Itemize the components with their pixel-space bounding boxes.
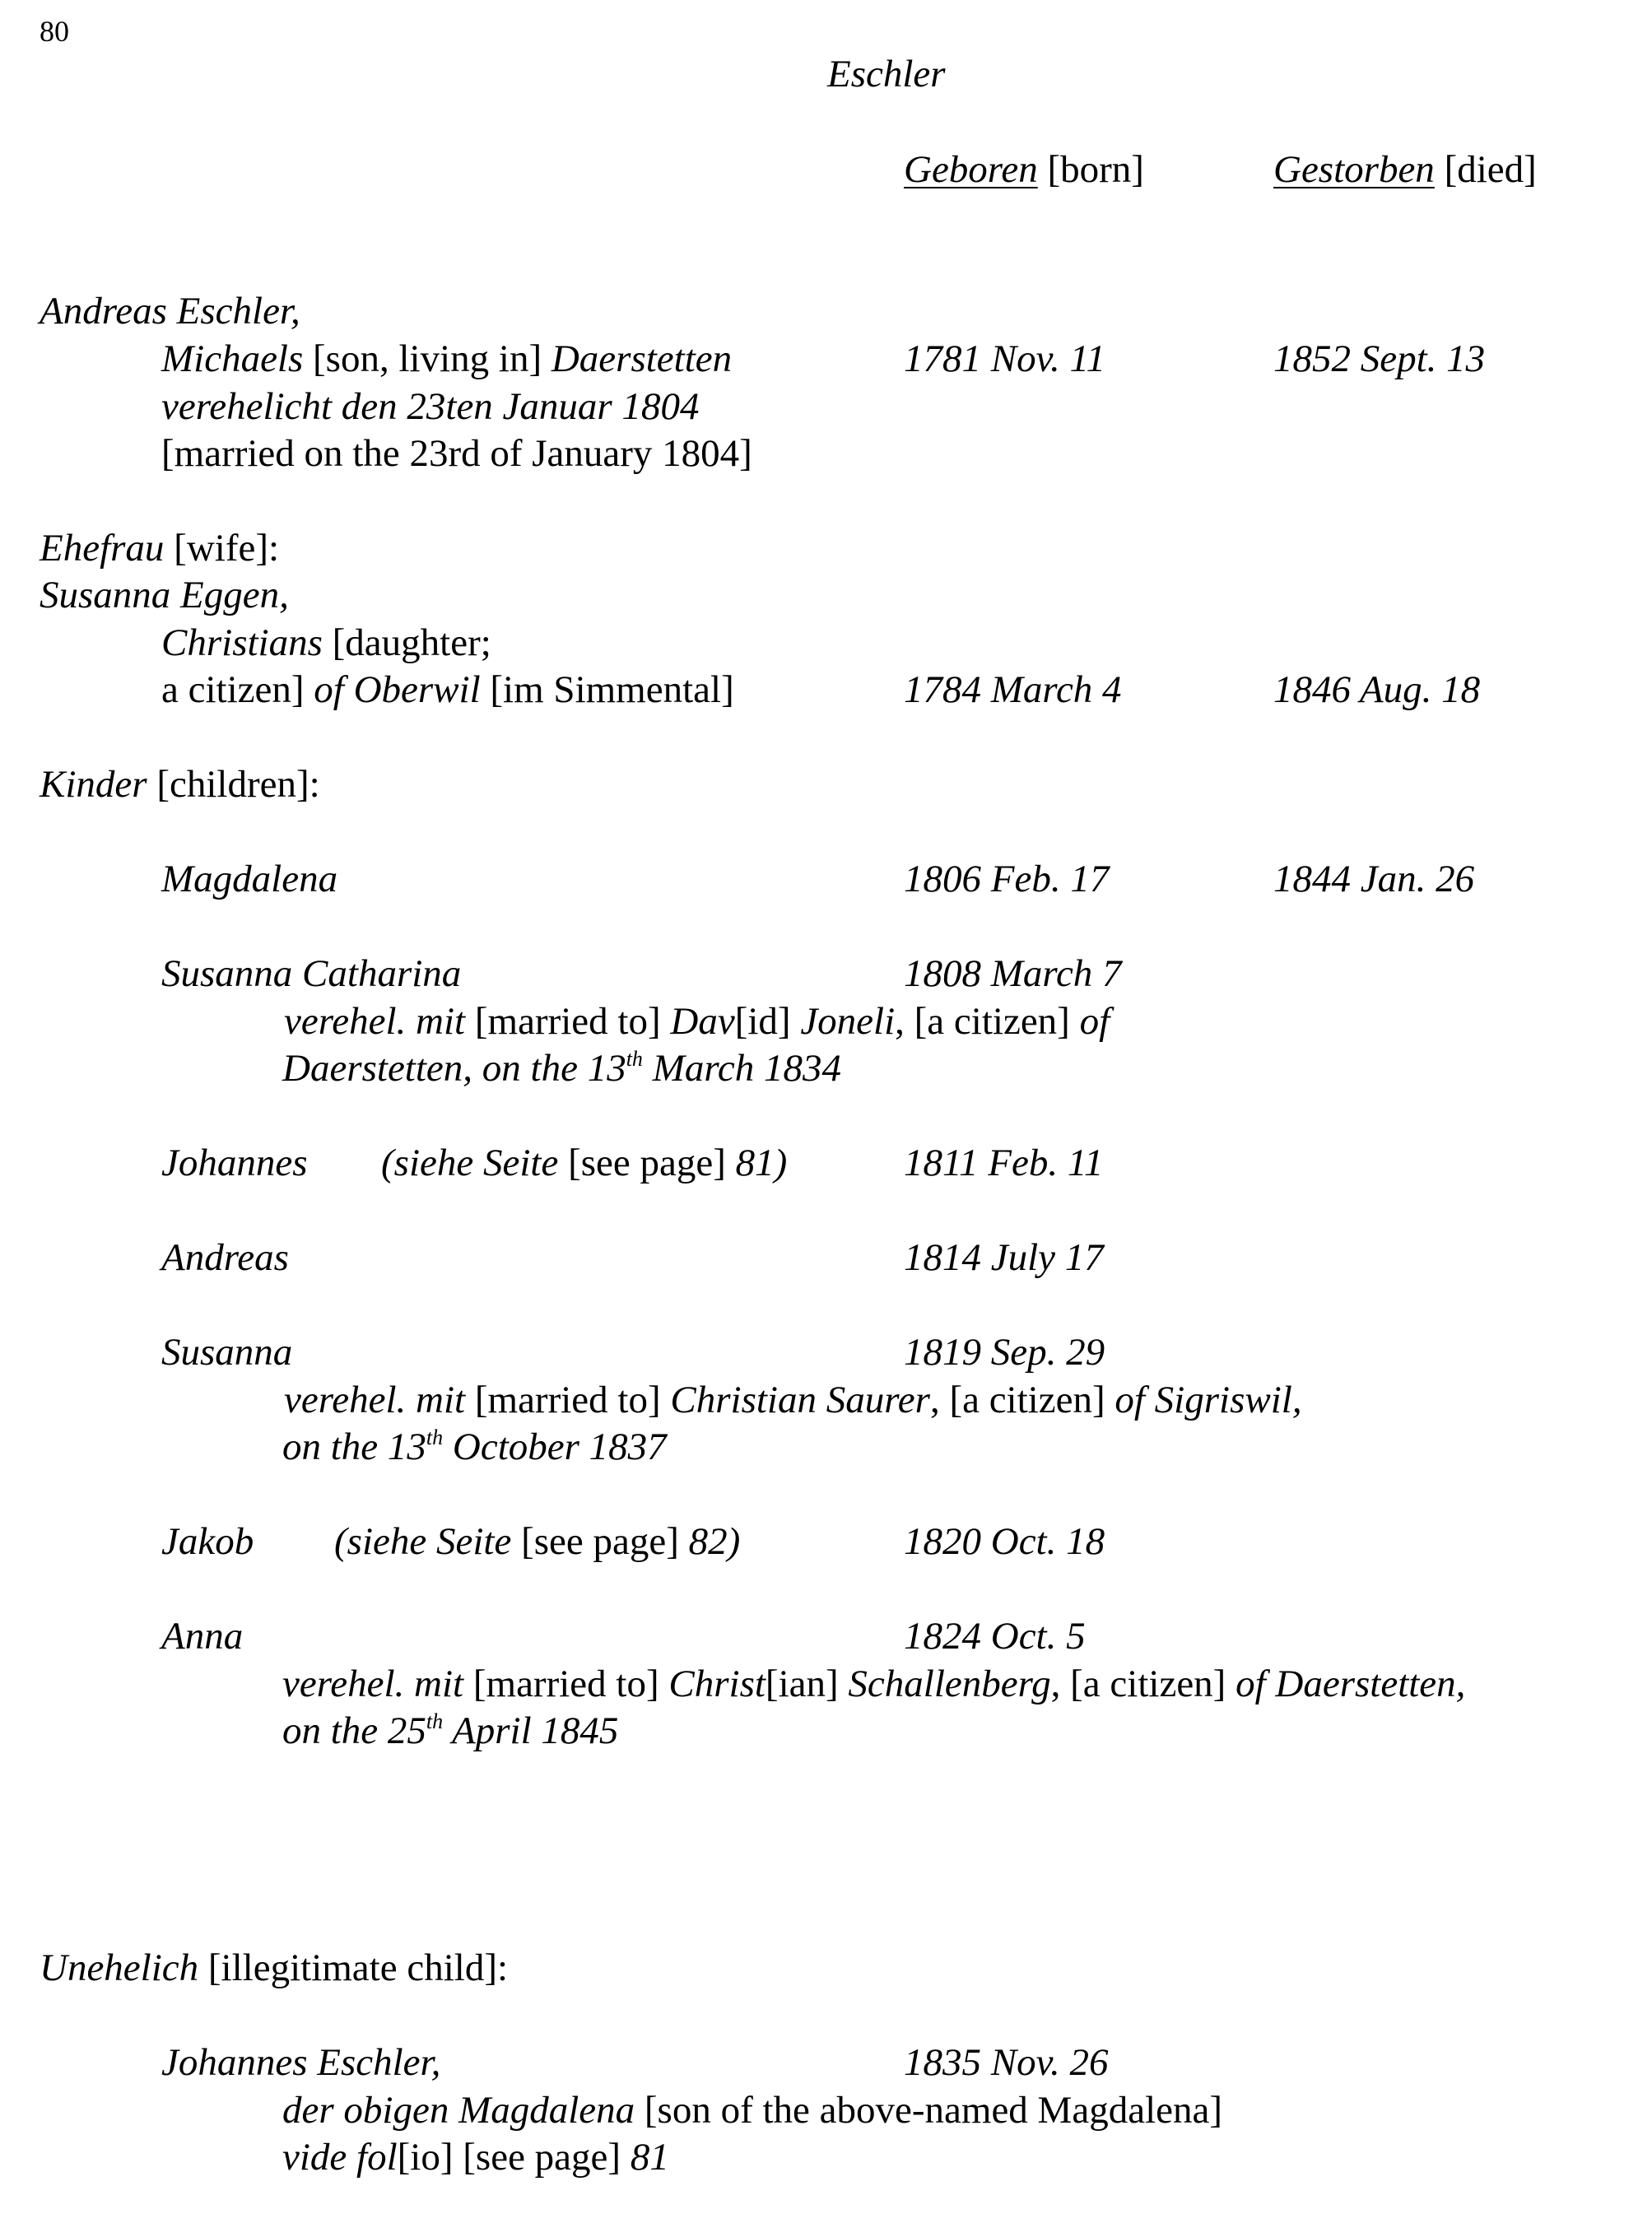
child-name: Susanna Catharina [161,952,462,995]
marriage-text: October 1837 [443,1425,667,1468]
wife-born-date: 1784 March 4 [904,668,1122,711]
child-marriage-line-2 [282,1424,667,1471]
wife-label-german: Ehefrau [40,527,165,570]
wife-died-date: 1846 Aug. 18 [1273,668,1481,711]
note-text: 81 [630,2136,669,2179]
child-name: Magdalena [161,858,338,900]
marriage-text: [id] [734,1000,801,1043]
wife-citizen-english: a citizen] [161,668,314,711]
reference-text: [see page] [558,1142,736,1184]
illegitimate-child-name: Johannes Eschler, [161,2041,441,2084]
reference-text: (siehe Seite [334,1520,512,1563]
page-number: 80 [40,15,69,48]
child-page-reference [334,1518,740,1565]
marriage-text: , [a citizen] [895,1000,1080,1043]
child-name: Anna [161,1615,244,1658]
note-text: [son of the above-named Magdalena] [635,2089,1222,2132]
marriage-text: Schallenberg [848,1663,1051,1705]
child-died-date: 1844 Jan. 26 [1273,858,1475,900]
wife-father-english: [daughter; [322,621,491,664]
marriage-text: of Daerstetten, [1236,1663,1466,1705]
died-label-german: Gestorben [1273,148,1435,191]
child-born-date: 1819 Sep. 29 [904,1331,1105,1374]
husband-parentage [161,336,732,383]
child-name: Susanna [161,1331,293,1374]
child-page-reference [381,1140,787,1187]
wife-place: of Oberwil [314,668,481,711]
child-born-date: 1824 Oct. 5 [904,1615,1086,1658]
born-label-english: [born] [1037,148,1144,191]
illegitimate-label-german: Unehelich [40,1946,199,1989]
husband-died-date: 1852 Sept. 13 [1273,337,1486,380]
marriage-record-german: verehelicht den 23ten Januar 1804 [161,385,700,428]
died-label-english: [died] [1434,148,1537,191]
child-marriage-line-1 [284,1377,1302,1424]
child-born-date: 1811 Feb. 11 [904,1142,1104,1184]
marriage-text: verehel. mit [282,1663,464,1705]
reference-text: 81) [735,1142,788,1184]
child-born-date: 1808 March 7 [904,952,1122,995]
ordinal-suffix: th [626,1047,643,1071]
marriage-text: Christ [668,1663,766,1705]
children-label-english: [children]: [147,763,320,806]
illegitimate-child-born-date: 1835 Nov. 26 [904,2041,1109,2084]
husband-father-english: [son, living in] [303,337,551,380]
wife-parentage [161,620,491,667]
marriage-text: [married to] [463,1663,669,1705]
note-text: vide fol [282,2136,398,2179]
children-label-german: Kinder [40,763,147,806]
marriage-text: Dav [670,1000,735,1043]
column-header-born [904,146,1144,193]
illegitimate-label-english: [illegitimate child]: [198,1946,509,1989]
illegitimate-heading [40,1945,508,1992]
wife-citizenship [161,667,734,714]
note-text: der obigen Magdalena [282,2089,635,2132]
marriage-record-english: [married on the 23rd of January 1804] [161,432,752,475]
marriage-text: , [a citizen] [929,1379,1115,1421]
marriage-text: [married to] [465,1000,671,1043]
child-born-date: 1814 July 17 [904,1236,1104,1279]
marriage-text: Joneli [800,1000,896,1043]
child-name: Johannes [161,1142,308,1184]
reference-text: [see page] [511,1520,689,1563]
husband-place: Daerstetten [551,337,733,380]
marriage-text: Daerstetten, on the 13 [282,1047,626,1090]
marriage-text: April 1845 [443,1709,619,1752]
marriage-text: [ian] [765,1663,849,1705]
marriage-text: Christian Saurer [670,1379,930,1421]
husband-born-date: 1781 Nov. 11 [904,337,1105,380]
child-marriage-line-2 [282,1708,618,1755]
family-name-title: Eschler [827,53,946,95]
marriage-text: [married to] [465,1379,671,1421]
child-marriage-line-1 [284,998,1110,1045]
column-header-died [1273,146,1537,193]
marriage-text: verehel. mit [284,1000,466,1043]
child-name: Andreas [161,1236,289,1279]
husband-father-german: Michaels [161,337,304,380]
note-text: [io] [see page] [397,2136,631,2179]
wife-region: [im Simmental] [480,668,734,711]
marriage-text: of [1079,1000,1110,1043]
marriage-text: verehel. mit [284,1379,466,1421]
husband-name: Andreas Eschler, [40,290,300,333]
marriage-text: of Sigriswil, [1115,1379,1302,1421]
illegitimate-parent-note [282,2087,1222,2134]
marriage-text: , [a citizen] [1050,1663,1236,1705]
children-heading [40,761,320,808]
marriage-text: March 1834 [642,1047,841,1090]
wife-label-english: [wife]: [164,527,280,570]
marriage-text: on the 13 [282,1425,426,1468]
ordinal-suffix: th [426,1425,444,1449]
child-marriage-line-1 [282,1661,1465,1708]
child-name: Jakob [161,1520,254,1563]
child-born-date: 1806 Feb. 17 [904,858,1110,900]
wife-label [40,525,279,572]
wife-name: Susanna Eggen, [40,574,289,616]
child-marriage-line-2 [282,1045,841,1092]
reference-text: 82) [688,1520,741,1563]
marriage-text: on the 25 [282,1709,426,1752]
born-label-german: Geboren [904,148,1038,191]
illegitimate-page-reference [282,2134,669,2181]
reference-text: (siehe Seite [381,1142,559,1184]
wife-father-german: Christians [161,621,323,664]
child-born-date: 1820 Oct. 18 [904,1520,1105,1563]
ordinal-suffix: th [426,1709,444,1733]
